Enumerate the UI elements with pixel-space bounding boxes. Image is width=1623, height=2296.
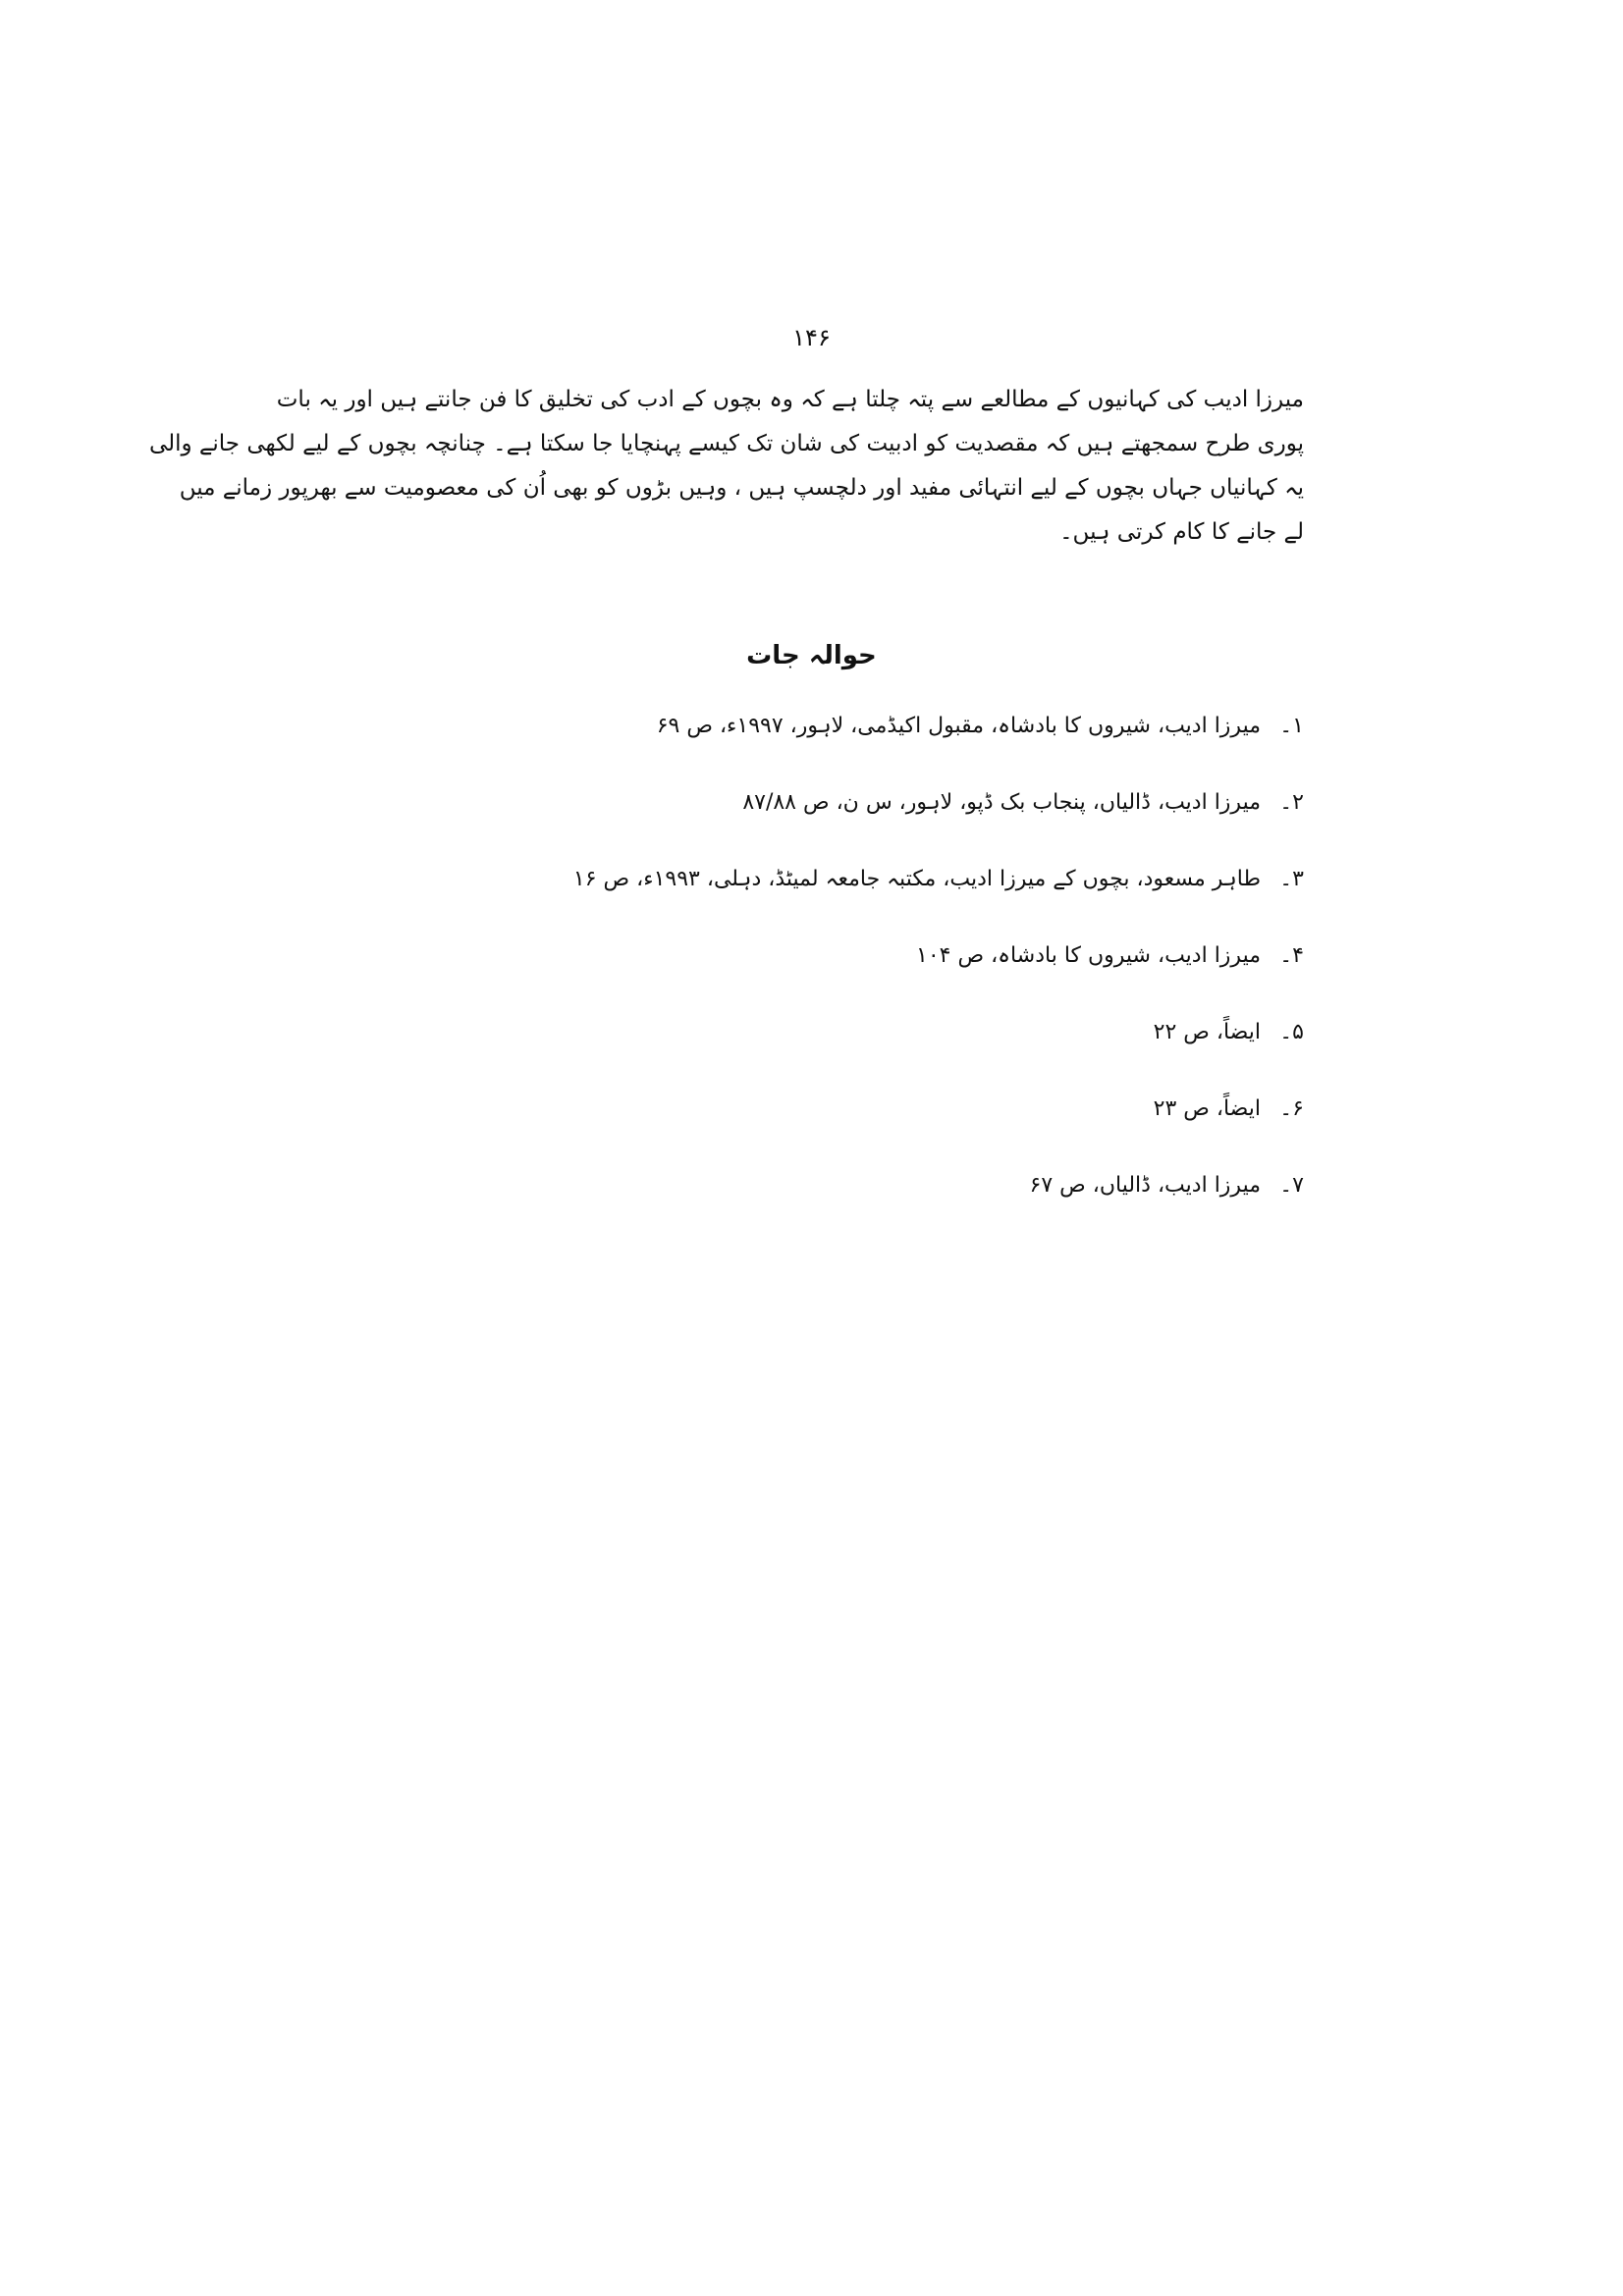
reference-text: میرزا ادیب، ڈالیاں، پنجاب بک ڈپو، لاہور، س ن، ص ۸۷/۸۸ [742, 790, 1261, 815]
body-paragraph [148, 378, 1304, 555]
reference-text: میرزا ادیب، ڈالیاں، ص ۶۷ [1029, 1173, 1261, 1198]
references-list [312, 707, 1304, 1243]
reference-number: ۷۔ [1279, 1173, 1304, 1198]
reference-item [312, 783, 1304, 860]
paragraph-line: پوری طرح سمجھتے ہیں کہ مقصدیت کو ادبیت کی شان تک کیسے پہنچایا جا سکتا ہے۔ چنانچہ بچوں کے لیے لکھی جانے والی [148, 431, 1304, 456]
reference-number: ۴۔ [1279, 943, 1304, 968]
reference-text: ایضاً، ص ۲۲ [1153, 1020, 1261, 1044]
reference-item [312, 860, 1304, 936]
reference-item [312, 936, 1304, 1013]
reference-item [312, 1166, 1304, 1243]
reference-text: ایضاً، ص ۲۳ [1153, 1096, 1261, 1121]
reference-number: ۵۔ [1279, 1020, 1304, 1044]
reference-item [312, 1090, 1304, 1166]
reference-item [312, 1013, 1304, 1090]
reference-number: ۶۔ [1279, 1096, 1304, 1121]
reference-text: طاہر مسعود، بچوں کے میرزا ادیب، مکتبہ جامعہ لمیٹڈ، دہلی، ۱۹۹۳ء، ص ۱۶ [572, 867, 1261, 891]
reference-number: ۲۔ [1279, 790, 1304, 815]
reference-number: ۳۔ [1279, 867, 1304, 891]
reference-number: ۱۔ [1279, 714, 1304, 738]
reference-item [312, 707, 1304, 783]
paragraph-line: لے جانے کا کام کرتی ہیں۔ [1059, 519, 1304, 545]
references-heading: حوالہ جات [746, 641, 877, 670]
reference-text: میرزا ادیب، شیروں کا بادشاہ، ص ۱۰۴ [916, 943, 1261, 968]
paragraph-line: میرزا ادیب کی کہانیوں کے مطالعے سے پتہ چلتا ہے کہ وہ بچوں کے ادب کی تخلیق کا فن جانتے ہیں اور یہ بات [276, 387, 1304, 412]
paragraph-line: یہ کہانیاں جہاں بچوں کے لیے انتہائی مفید اور دلچسپ ہیں ، وہیں بڑوں کو بھی اُن کی معصومیت سے بھرپور زمانے میں [179, 475, 1304, 501]
reference-text: میرزا ادیب، شیروں کا بادشاہ، مقبول اکیڈمی، لاہور، ۱۹۹۷ء، ص ۶۹ [656, 714, 1261, 738]
page-number: ۱۴۶ [792, 324, 831, 351]
